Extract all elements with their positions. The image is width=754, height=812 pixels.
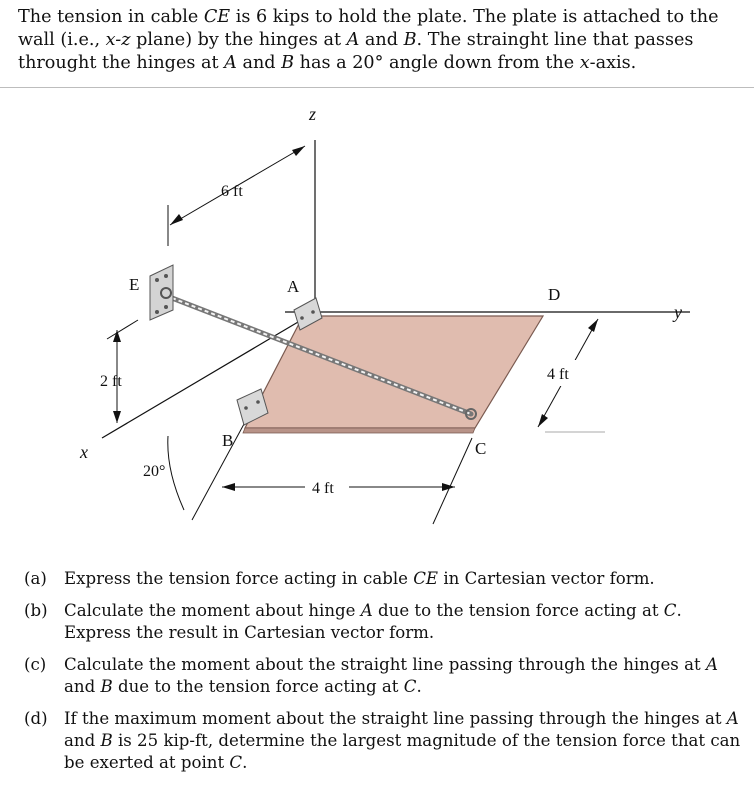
- dim-4ft-side-label: 4 ft: [547, 366, 569, 383]
- question-item: [24, 654, 744, 698]
- question-label: (c): [24, 655, 47, 674]
- question-list: [24, 568, 744, 784]
- dim-6ft-arrow-right: [292, 146, 305, 156]
- hinge-b-pin: [256, 400, 260, 404]
- dim-2ft-ext-top: [107, 320, 138, 339]
- point-a-label: A: [287, 277, 300, 296]
- plate-edge: [243, 428, 475, 433]
- dim-6ft-label: 6 ft: [221, 183, 243, 200]
- hinge-a-pin: [300, 316, 304, 320]
- dim-2ft-arrow-top: [113, 330, 121, 342]
- question-item: [24, 600, 744, 644]
- point-c-label: C: [475, 439, 487, 458]
- dim-4ft-bottom-label: 4 ft: [312, 480, 334, 497]
- angle-20-label: 20°: [143, 463, 166, 480]
- question-text: Express the tension force acting in cable CE in Cartesian vector form.: [64, 569, 655, 588]
- problem-statement: The tension in cable CE is 6 kips to hold the plate. The plate is attached to the wall (i.e., x-z plane) by the hinges at A and B. The strainght line that passes throught the hinges at A and B has a 20° angle down from the x-axis.: [18, 7, 719, 73]
- dim-6ft-arrow-left: [170, 214, 183, 225]
- question-item: [24, 708, 744, 774]
- dim-2ft-label: 2 ft: [100, 373, 122, 390]
- bracket-e-bolt: [164, 305, 168, 309]
- question-text: Calculate the moment about hinge A due to the tension force acting at C. Express the result in Cartesian vector form.: [64, 601, 682, 642]
- hinge-axis-line: [192, 424, 244, 520]
- point-b-label: B: [222, 431, 234, 450]
- hinge-b-pin: [244, 406, 248, 410]
- question-text: If the maximum moment about the straight line passing through the hinges at A and B is 25 kip-ft, determine the largest magnitude of the tension force that can be exerted at point C.: [64, 709, 741, 772]
- axis-y-label: y: [674, 302, 682, 322]
- figure-diagram: [0, 88, 754, 548]
- bracket-e-bolt: [155, 310, 159, 314]
- question-label: (d): [24, 709, 48, 728]
- axis-x-label: x: [80, 442, 88, 462]
- bracket-e-bolt: [164, 274, 168, 278]
- question-text: Calculate the moment about the straight line passing through the hinges at A and B due to the tension force acting at C.: [64, 655, 718, 696]
- dim-4ft-bottom-ext: [433, 438, 472, 524]
- axis-z-label: z: [309, 104, 317, 124]
- bracket-e-bolt: [155, 278, 159, 282]
- dim-2ft-arrow-bottom: [113, 411, 121, 423]
- dim-4ft-bottom-arrow-left: [222, 483, 235, 491]
- point-e-label: E: [129, 275, 140, 294]
- angle-arc: [168, 436, 184, 510]
- question-label: (b): [24, 601, 48, 620]
- dim-4ft-side-arrow-bottom: [538, 414, 548, 427]
- question-label: (a): [24, 569, 47, 588]
- question-item: [24, 568, 744, 590]
- dim-4ft-side-arrow-top: [588, 319, 598, 332]
- plate: [245, 316, 543, 428]
- point-d-label: D: [548, 285, 561, 304]
- hinge-a-pin: [311, 310, 315, 314]
